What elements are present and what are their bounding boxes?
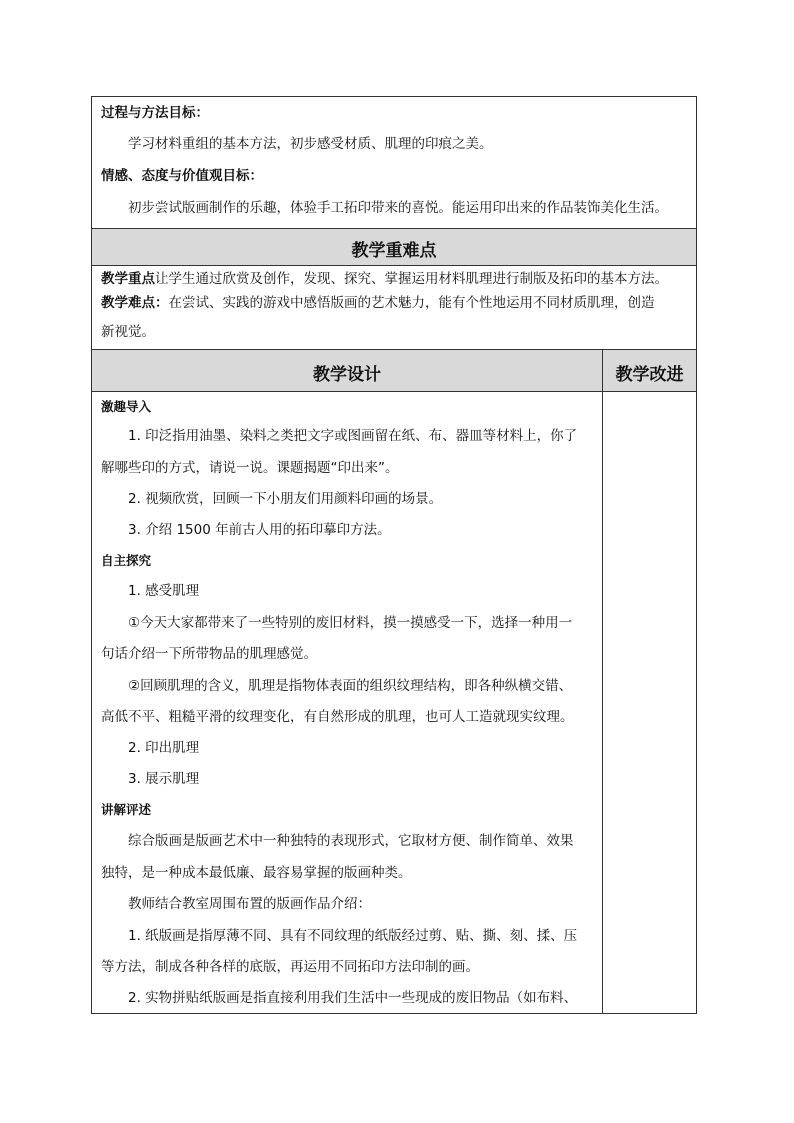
paragraph: 1. 感受肌理	[128, 583, 200, 599]
teaching-difficulty-text-cont: 新视觉。	[101, 324, 155, 340]
key-points-header	[92, 228, 696, 265]
design-column-header: 教学设计	[313, 365, 381, 385]
paragraph: 3. 介绍 1500 年前古人用的拓印摹印方法。	[128, 522, 391, 538]
section-label-intro: 激趣导入	[101, 399, 152, 414]
teaching-focus	[101, 270, 668, 288]
process-objective-heading: 过程与方法目标：	[101, 105, 209, 121]
section-label-explore: 自主探究	[101, 553, 152, 568]
emotion-objective-text: 初步尝试版画制作的乐趣，体验手工拓印带来的喜悦。能运用印出来的作品装饰美化生活。	[128, 200, 668, 216]
key-points-title: 教学重难点	[351, 241, 437, 261]
paragraph: 句话介绍一下所带物品的肌理感觉。	[101, 646, 317, 662]
key-points-content	[92, 265, 696, 349]
paragraph: 2. 实物拼贴纸版画是指直接利用我们生活中一些现成的废旧物品（如布料、	[128, 990, 578, 1006]
section-label-lecture: 讲解评述	[101, 802, 152, 817]
paragraph: 2. 印出肌理	[128, 740, 200, 756]
paragraph: 独特，是一种成本最低廉、最容易掌握的版画种类。	[101, 865, 412, 881]
paragraph: 高低不平、粗糙平滑的纹理变化，有自然形成的肌理，也可人工造就现实纹理。	[101, 709, 574, 725]
column-divider	[602, 350, 603, 391]
teaching-difficulty-text: 在尝试、实践的游戏中感悟版画的艺术魅力，能有个性地运用不同材质肌理，创造	[168, 295, 655, 311]
teaching-difficulty	[101, 294, 655, 312]
paragraph: 教师结合教室周围布置的版画作品介绍：	[128, 896, 371, 912]
design-body-row	[92, 391, 696, 1013]
paragraph: 1. 纸版画是指厚薄不同、具有不同纹理的纸版经过剪、贴、撕、刻、揉、压	[128, 928, 578, 944]
column-divider	[602, 392, 603, 1013]
paragraph: 等方法，制成各种各样的底版，再运用不同拓印方法印制的画。	[101, 959, 479, 975]
paragraph: ②回顾肌理的含义，肌理是指物体表面的组织纹理结构，即各种纵横交错、	[128, 678, 573, 694]
emotion-objective-heading: 情感、态度与价值观目标：	[101, 168, 263, 184]
paragraph: ①今天大家都带来了一些特别的废旧材料，摸一摸感受一下，选择一种用一	[128, 615, 573, 631]
paragraph: 2. 视频欣赏，回顾一下小朋友们用颜料印画的场景。	[128, 491, 443, 507]
teaching-focus-text: 让学生通过欣赏及创作，发现、探究、掌握运用材料肌理进行制版及拓印的基本方法。	[155, 271, 668, 287]
teaching-difficulty-label: 教学难点：	[101, 295, 169, 311]
process-objective-text: 学习材料重组的基本方法，初步感受材质、肌理的印痕之美。	[128, 136, 493, 152]
improvement-column-header: 教学改进	[615, 365, 684, 385]
paragraph: 1. 印泛指用油墨、染料之类把文字或图画留在纸、布、器皿等材料上，你了	[128, 428, 578, 444]
lesson-plan-table	[91, 96, 697, 1014]
objectives-row	[92, 97, 696, 228]
paragraph: 综合版画是版画艺术中一种独特的表现形式，它取材方便、制作简单、效果	[128, 833, 574, 849]
paragraph: 3. 展示肌理	[128, 771, 200, 787]
design-header-row	[92, 349, 696, 391]
teaching-focus-label: 教学重点	[101, 271, 155, 287]
paragraph: 解哪些印的方式，请说一说。课题揭题“印出来”。	[101, 460, 399, 476]
